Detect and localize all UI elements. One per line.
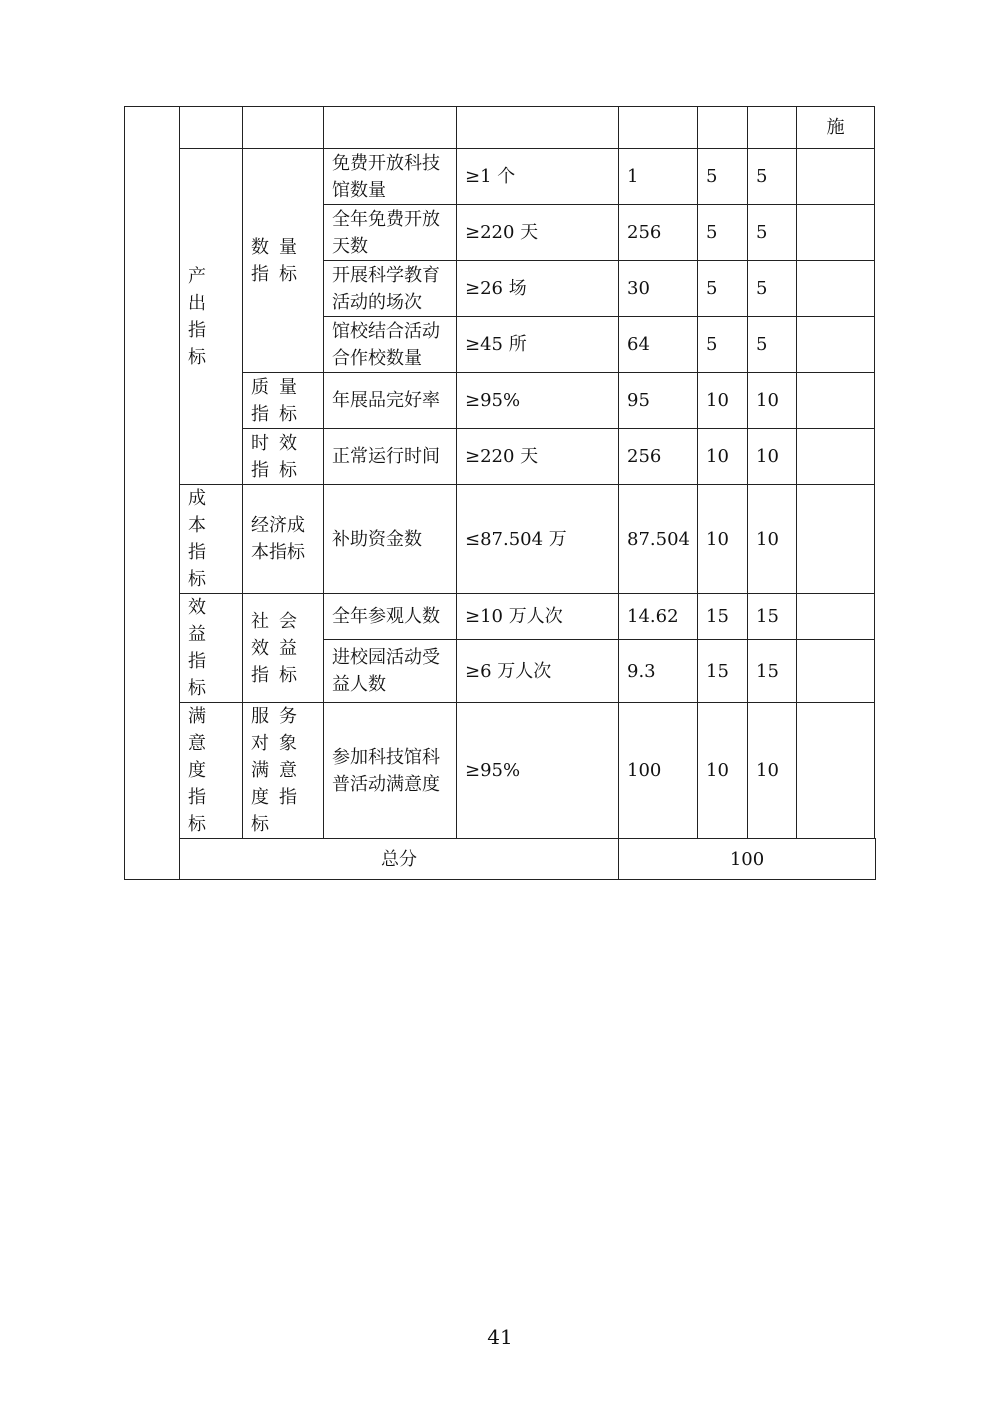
group-satisfaction: 满意度指标 xyxy=(180,703,243,839)
subgroup-quality: 质量指标 xyxy=(243,373,324,429)
subgroup-economic-cost: 经济成本指标 xyxy=(243,485,324,594)
performance-indicator-table xyxy=(124,106,876,880)
actual-value: 9.3 xyxy=(619,640,698,703)
score-value: 5 xyxy=(748,261,797,317)
weight-value: 10 xyxy=(698,485,748,594)
table-cell-blank xyxy=(125,107,180,880)
table-cell-blank xyxy=(619,107,698,149)
total-label: 总分 xyxy=(180,839,619,880)
subgroup-service-satisfaction: 服务对象满意度指标 xyxy=(243,703,324,839)
weight-value: 5 xyxy=(698,261,748,317)
target-value: ≥95% xyxy=(457,373,619,429)
table-row xyxy=(125,594,876,640)
actual-value: 14.62 xyxy=(619,594,698,640)
subgroup-quantity: 数量指标 xyxy=(243,149,324,373)
total-row xyxy=(125,839,876,880)
table-row xyxy=(125,703,876,839)
score-value: 10 xyxy=(748,485,797,594)
table-cell-blank xyxy=(797,205,875,261)
weight-value: 15 xyxy=(698,594,748,640)
table-cell-blank xyxy=(457,107,619,149)
weight-value: 15 xyxy=(698,640,748,703)
score-value: 10 xyxy=(748,429,797,485)
target-value: ≥220 天 xyxy=(457,429,619,485)
total-value: 100 xyxy=(619,839,876,880)
table-cell-blank xyxy=(324,107,457,149)
table-cell-blank xyxy=(797,261,875,317)
target-value: ≥1 个 xyxy=(457,149,619,205)
indicator-name: 开展科学教育活动的场次 xyxy=(324,261,457,317)
score-value: 5 xyxy=(748,205,797,261)
table-cell-blank xyxy=(698,107,748,149)
table-cell-blank xyxy=(797,485,875,594)
actual-value: 1 xyxy=(619,149,698,205)
table-cell-blank xyxy=(243,107,324,149)
table-cell-blank xyxy=(797,317,875,373)
table-cell-blank xyxy=(797,594,875,640)
weight-value: 10 xyxy=(698,703,748,839)
score-value: 10 xyxy=(748,703,797,839)
actual-value: 256 xyxy=(619,429,698,485)
weight-value: 5 xyxy=(698,149,748,205)
score-value: 10 xyxy=(748,373,797,429)
target-value: ≥220 天 xyxy=(457,205,619,261)
table-row xyxy=(125,107,876,149)
subgroup-timeliness: 时效指标 xyxy=(243,429,324,485)
actual-value: 256 xyxy=(619,205,698,261)
group-benefit: 效益指标 xyxy=(180,594,243,703)
indicator-name: 进校园活动受益人数 xyxy=(324,640,457,703)
table-cell-blank xyxy=(797,640,875,703)
indicator-name: 补助资金数 xyxy=(324,485,457,594)
score-value: 15 xyxy=(748,640,797,703)
weight-value: 10 xyxy=(698,373,748,429)
weight-value: 5 xyxy=(698,205,748,261)
actual-value: 30 xyxy=(619,261,698,317)
target-value: ≥6 万人次 xyxy=(457,640,619,703)
target-value: ≤87.504 万 xyxy=(457,485,619,594)
subgroup-social-benefit: 社会效益指标 xyxy=(243,594,324,703)
table-cell-blank xyxy=(797,429,875,485)
table-row xyxy=(125,485,876,594)
score-value: 15 xyxy=(748,594,797,640)
actual-value: 64 xyxy=(619,317,698,373)
indicator-name: 全年免费开放天数 xyxy=(324,205,457,261)
actual-value: 95 xyxy=(619,373,698,429)
indicator-name: 馆校结合活动合作校数量 xyxy=(324,317,457,373)
table-cell-blank xyxy=(797,703,875,839)
target-value: ≥26 场 xyxy=(457,261,619,317)
target-value: ≥45 所 xyxy=(457,317,619,373)
table-row xyxy=(125,149,876,205)
actual-value: 87.504 xyxy=(619,485,698,594)
weight-value: 5 xyxy=(698,317,748,373)
score-value: 5 xyxy=(748,149,797,205)
indicator-name: 正常运行时间 xyxy=(324,429,457,485)
table-cell-blank xyxy=(180,107,243,149)
indicator-name: 参加科技馆科普活动满意度 xyxy=(324,703,457,839)
table-cell-blank xyxy=(748,107,797,149)
group-output: 产出指标 xyxy=(180,149,243,485)
page-number: 41 xyxy=(487,1325,513,1349)
score-value: 5 xyxy=(748,317,797,373)
target-value: ≥10 万人次 xyxy=(457,594,619,640)
target-value: ≥95% xyxy=(457,703,619,839)
indicator-name: 免费开放科技馆数量 xyxy=(324,149,457,205)
group-cost: 成本指标 xyxy=(180,485,243,594)
indicator-name: 年展品完好率 xyxy=(324,373,457,429)
actual-value: 100 xyxy=(619,703,698,839)
weight-value: 10 xyxy=(698,429,748,485)
table-cell-blank xyxy=(797,373,875,429)
indicator-name: 全年参观人数 xyxy=(324,594,457,640)
table-cell-blank xyxy=(797,149,875,205)
continuation-text: 施 xyxy=(797,107,875,149)
